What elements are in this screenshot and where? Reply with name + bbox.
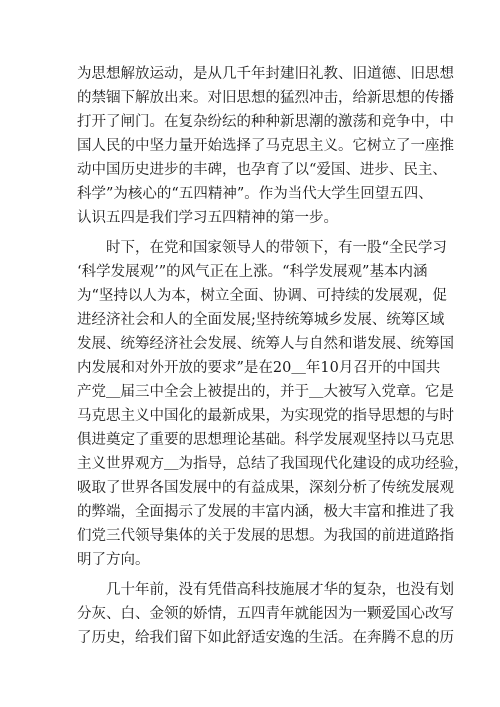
text-line: 为“坚持以人为本，树立全面、协调、可持续的发展观，促 — [77, 288, 447, 304]
text-line: 发展、统筹经济社会发展、统筹人与自然和谐发展、统筹国 — [77, 336, 454, 352]
document-body — [77, 62, 469, 650]
text-line: ‘科学发展观’”的风气正在上涨。“科学发展观”基本内涵 — [77, 264, 428, 280]
text-line: 认识五四是我们学习五四精神的第一步。 — [77, 210, 338, 226]
paragraph-3 — [77, 578, 454, 650]
text-line: 动中国历史进步的丰碑，也孕育了以“爱国、进步、民主、 — [77, 162, 447, 178]
text-line: 马克思主义中国化的最新成果，为实现党的指导思想的与时 — [77, 408, 454, 424]
paragraph-1 — [77, 62, 454, 230]
text-line: 进经济社会和人的全面发展;坚持统筹城乡发展、统筹区域 — [77, 312, 445, 328]
text-line: 吸取了世界各国发展中的有益成果，深刻分析了传统发展观 — [77, 480, 454, 496]
text-line: 了历史，给我们留下如此舒适安逸的生活。在奔腾不息的历 — [77, 630, 454, 646]
text-line: 主义世界观方＿为指导，总结了我国现代化建设的成功经验， — [77, 456, 469, 472]
text-line: 国人民的中坚力量开始选择了马克思主义。它树立了一座推 — [77, 138, 454, 154]
paragraph-2 — [77, 236, 469, 572]
text-line: 几十年前，没有凭借高科技施展才华的复杂，也没有划 — [77, 582, 454, 598]
text-line: 内发展和对外开放的要求”是在20＿年10月召开的中国共 — [77, 360, 441, 376]
text-line: 俱进奠定了重要的思想理论基础。科学发展观坚持以马克思 — [77, 432, 454, 448]
text-line: 产党＿届三中全会上被提出的，并于＿大被写入党章。它是 — [77, 384, 454, 400]
text-line: 科学”为核心的“五四精神”。作为当代大学生回望五四、 — [77, 186, 433, 202]
text-line: 时下，在党和国家领导人的带领下，有一股“全民学习 — [77, 240, 447, 256]
text-line: 打开了闸门。在复杂纷纭的种种新思潮的激荡和竞争中，中 — [77, 114, 454, 130]
text-line: 的禁锢下解放出来。对旧思想的猛烈冲击，给新思想的传播 — [77, 90, 454, 106]
text-line: 为思想解放运动，是从几千年封建旧礼教、旧道德、旧思想 — [77, 66, 454, 82]
text-line: 明了方向。 — [77, 552, 150, 568]
text-line: 分灰、白、金领的娇情，五四青年就能因为一颗爱国心改写 — [77, 606, 454, 622]
text-line: 的弊端，全面揭示了发展的丰富内涵，极大丰富和推进了我 — [77, 504, 454, 520]
text-line: 们党三代领导集体的关于发展的思想。为我国的前进道路指 — [77, 528, 454, 544]
